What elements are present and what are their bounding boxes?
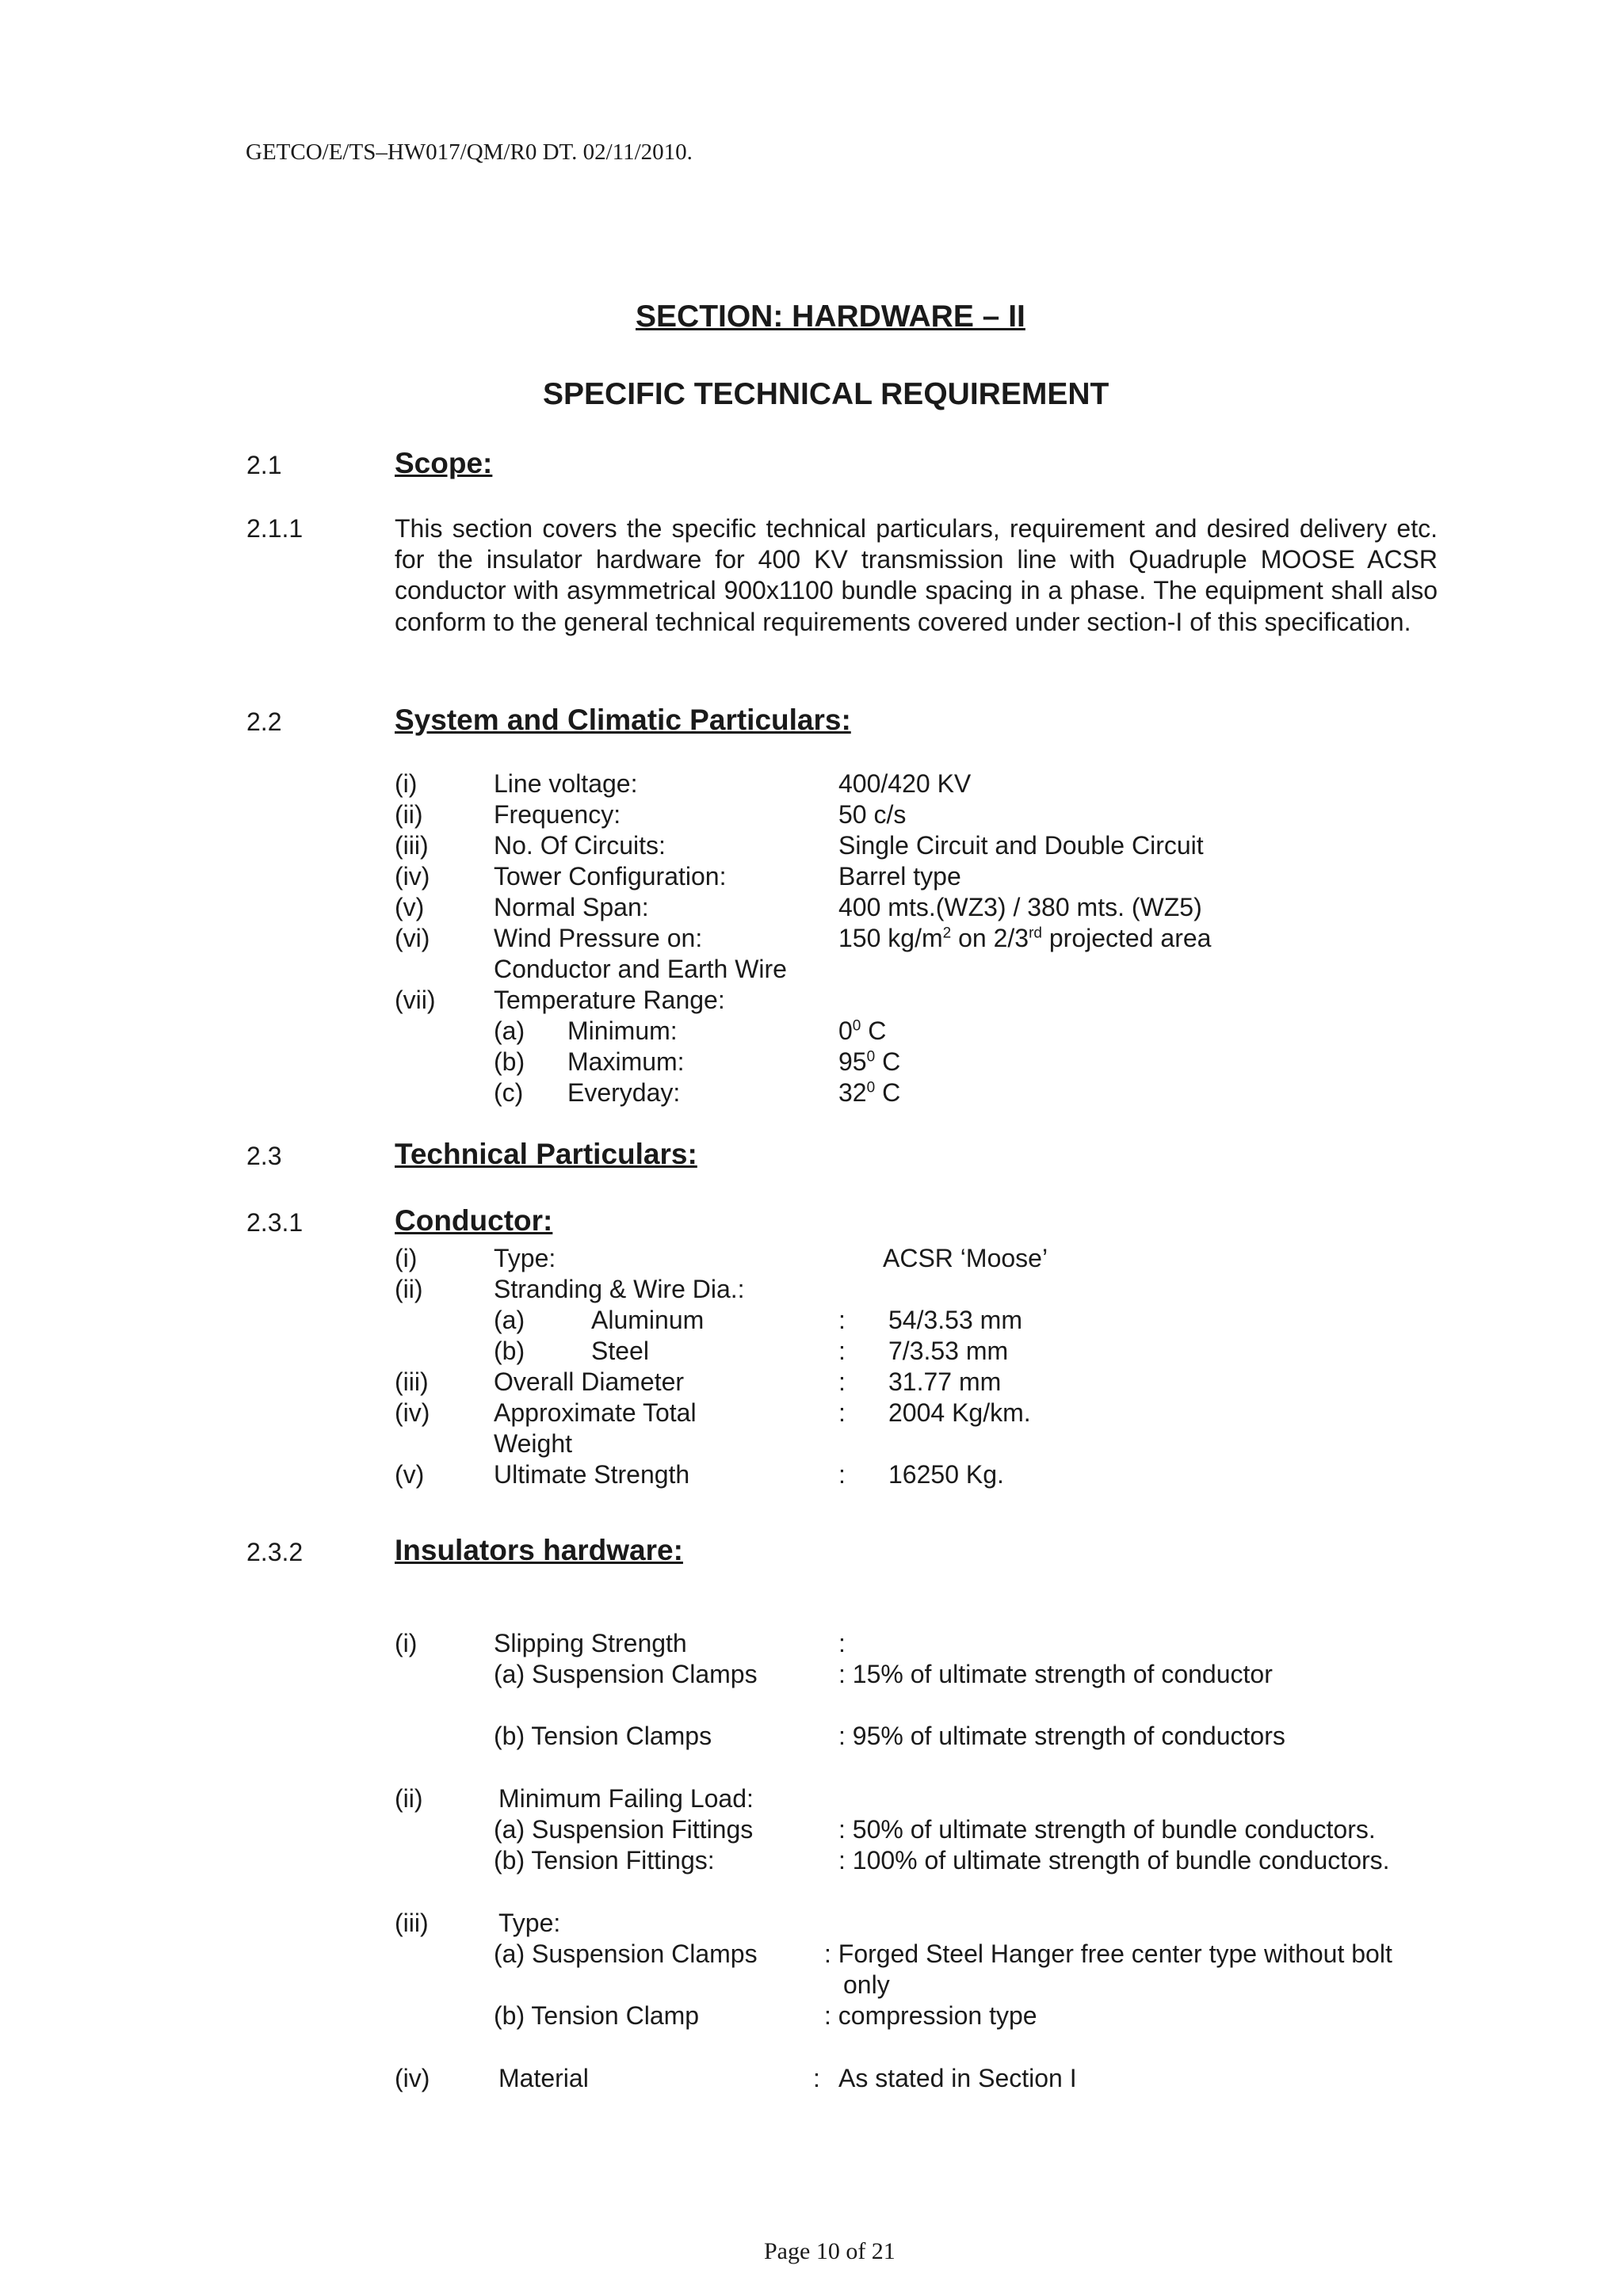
page-number: Page 10 of 21 [764,2238,896,2264]
temp-index: (b) [494,1047,525,1076]
wind-pressure-value: 150 $kg/m^2$ on 2/3rd projected area [838,924,1212,952]
sub-label: Steel [591,1337,649,1365]
item-value: 16250 Kg. [888,1460,1004,1489]
sub-label: (a) Suspension Clamps [494,1939,758,1968]
item-value: As stated in Section I [838,2064,1077,2092]
item-index: (ii) [395,800,423,829]
sub-value: 54/3.53 mm [888,1306,1022,1334]
colon: : [838,1306,846,1334]
sub-label: (a) Suspension Fittings [494,1815,754,1844]
temp-index: (a) [494,1016,525,1045]
specific-title: SPECIFIC TECHNICAL REQUIREMENT [543,377,1109,411]
colon: : [838,1460,846,1489]
item-label: Material [498,2064,589,2092]
sub-index: (a) [494,1306,525,1334]
sub-value: 7/3.53 mm [888,1337,1009,1365]
item-index: (iv) [395,1398,430,1427]
sub-label: Aluminum [591,1306,705,1334]
item-label: Temperature Range: [494,986,725,1014]
item-index: (vii) [395,986,436,1014]
item-label: Type: [498,1909,561,1937]
sub-value: : 100% of ultimate strength of bundle conductors. [838,1846,1390,1875]
item-label-continued: Weight [494,1429,573,1458]
item-value: 400/420 KV [838,769,972,798]
section-number-2-3-1: 2.3.1 [246,1208,304,1237]
item-index: (iv) [395,862,430,891]
item-index: (v) [395,1460,425,1489]
conductor-heading: Conductor: [395,1204,553,1237]
colon: : [813,2064,820,2092]
item-label: Line voltage: [494,769,638,798]
item-label: Normal Span: [494,893,649,921]
item-label: Frequency: [494,800,621,829]
sub-value-continued: only [843,1970,890,1999]
item-index: (i) [395,1629,418,1657]
scope-paragraph: This section covers the specific technical particulars, requirement and desired delivery etc. for the insulator hardware for 400 KV transmission line with Quadruple MOOSE ACSR conductor with asymmetrical 900x1100 bundle spacing in a phase. The equipment shall also conform to the general technical requirements covered under section-I of this specification. [395,514,1438,636]
section-number-2-1-1: 2.1.1 [246,514,304,543]
technical-particulars-heading: Technical Particulars: [395,1138,697,1170]
sub-label: (b) Tension Fittings: [494,1846,715,1875]
item-value: Barrel type [838,862,961,891]
temp-value: $32^0$ C [838,1078,901,1107]
item-label: Stranding & Wire Dia.: [494,1275,745,1303]
temp-label: Minimum: [567,1016,678,1045]
sub-value: : 15% of ultimate strength of conductor [838,1660,1273,1688]
section-number-2-1: 2.1 [246,451,282,479]
section-number-2-3: 2.3 [246,1142,282,1170]
item-value: ACSR ‘Moose’ [883,1244,1048,1272]
item-index: (iii) [395,1367,429,1396]
system-climatic-heading: System and Climatic Particulars: [395,704,851,736]
colon: : [838,1337,846,1365]
item-value: 50 c/s [838,800,907,829]
temp-index: (c) [494,1078,524,1107]
sub-value: : 50% of ultimate strength of bundle conductors. [838,1815,1376,1844]
item-index: (i) [395,1244,418,1272]
item-index: (ii) [395,1784,423,1813]
item-index: (ii) [395,1275,423,1303]
item-index: (v) [395,893,425,921]
item-label: No. Of Circuits: [494,831,666,860]
item-label: Overall Diameter [494,1367,685,1396]
sub-value: : 95% of ultimate strength of conductors [838,1722,1285,1750]
temp-value: $95^0$ C [838,1047,901,1076]
section-number-2-3-2: 2.3.2 [246,1538,304,1566]
sub-value: : Forged Steel Hanger free center type without bolt [824,1939,1392,1968]
item-label-continued: Conductor and Earth Wire [494,955,787,983]
sub-label: (b) Tension Clamp [494,2001,700,2030]
sub-label: (a) Suspension Clamps [494,1660,758,1688]
colon: : [838,1398,846,1427]
item-value: 400 mts.(WZ3) / 380 mts. (WZ5) [838,893,1202,921]
temp-value: $0^0$ C [838,1016,887,1045]
item-label: Approximate Total [494,1398,697,1427]
item-index: (iii) [395,1909,429,1937]
item-label: Wind Pressure on: [494,924,703,952]
item-label: Minimum Failing Load: [498,1784,754,1813]
scope-heading: Scope: [395,447,493,479]
section-number-2-2: 2.2 [246,707,282,736]
sub-value: : compression type [824,2001,1037,2030]
item-label: Ultimate Strength [494,1460,690,1489]
item-index: (vi) [395,924,430,952]
item-value: Single Circuit and Double Circuit [838,831,1204,860]
sub-label: (b) Tension Clamps [494,1722,712,1750]
sub-index: (b) [494,1337,525,1365]
insulators-hardware-heading: Insulators hardware: [395,1534,683,1566]
item-value: 2004 Kg/km. [888,1398,1031,1427]
item-index: (iv) [395,2064,430,2092]
item-index: (i) [395,769,418,798]
item-value: 31.77 mm [888,1367,1002,1396]
colon: : [838,1367,846,1396]
document-reference: GETCO/E/TS–HW017/QM/R0 DT. 02/11/2010. [246,139,693,165]
item-label: Slipping Strength [494,1629,687,1657]
temp-label: Maximum: [567,1047,685,1076]
colon: : [838,1629,846,1657]
item-index: (iii) [395,831,429,860]
item-label: Type: [494,1244,556,1272]
section-title: SECTION: HARDWARE – II [636,299,1025,334]
temp-label: Everyday: [567,1078,681,1107]
item-label: Tower Configuration: [494,862,727,891]
